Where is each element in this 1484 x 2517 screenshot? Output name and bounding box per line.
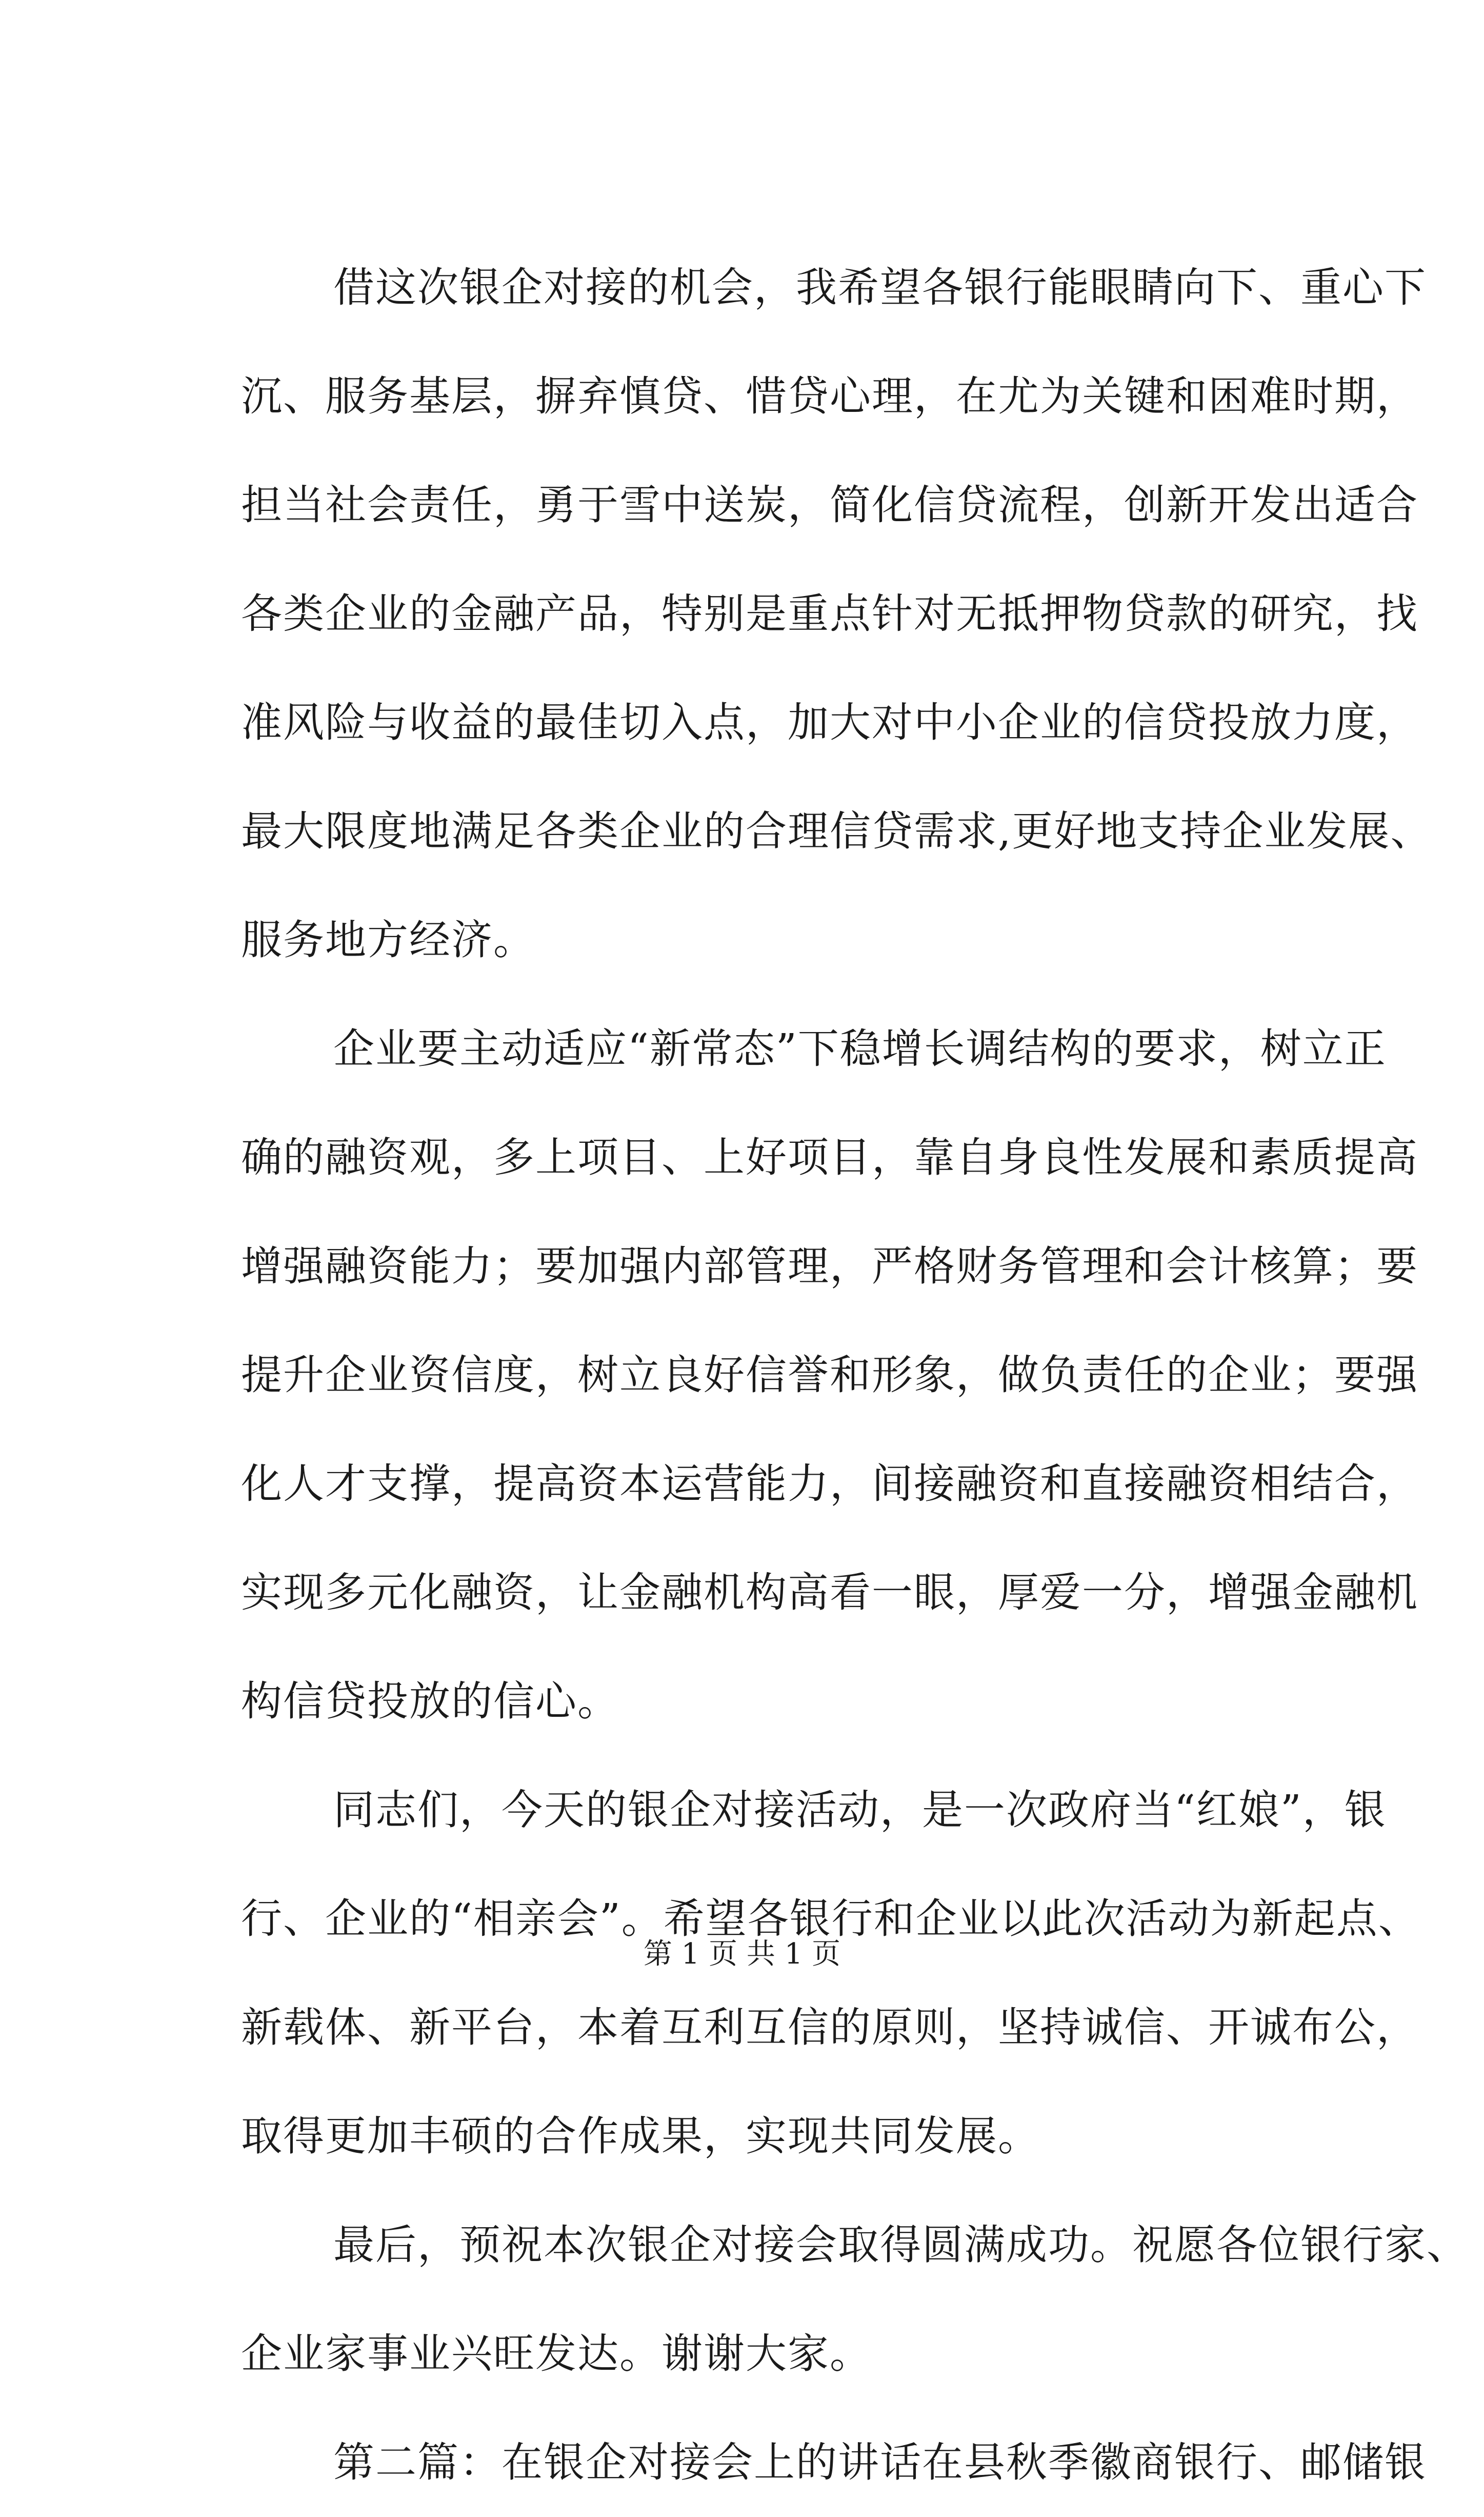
text-line: 企业要主动适应“新常态”下稳增长调结构的要求，树立正 <box>333 1025 1387 1073</box>
text-line: 借这次银企对接的机会，我希望各银行能眼睛向下、重心下 <box>333 264 1427 311</box>
text-line: 担当社会责任，勇于雪中送炭，简化信贷流程，创新开发出适合 <box>241 481 1418 529</box>
text-line: 行、企业的“相亲会”。希望各银行和企业以此次活动为新起点、 <box>241 1895 1420 1943</box>
page-footer <box>0 1934 1484 1975</box>
text-line: 构信贷投放的信心。 <box>241 1677 619 1725</box>
text-line: 取得更加丰硕的合作成果，实现共同发展。 <box>241 2112 1040 2160</box>
text-line: 企业家事业兴旺发达。谢谢大家。 <box>241 2330 872 2377</box>
text-line: 实现多元化融资，让金融机构高看一眼，厚爱一分，增强金融机 <box>241 1569 1418 1616</box>
section-heading: 第二篇：在银企对接会上的讲话在县秋季徽商银行、邮储银 <box>333 2439 1427 2486</box>
page-number-label: 第 1 页 共 1 页 <box>643 1937 841 1971</box>
text-line: 沉、服务基层，摒弃慎贷、惜贷心理，在尤为关键和困难时期， <box>241 372 1418 420</box>
text-line: 新载体、新平台，本着互利互信的原则，坚持诚信、开诚布公， <box>241 2004 1418 2051</box>
text-line: 确的融资观，多上项目、上好项目，靠自身良性发展和素质提高 <box>241 1134 1418 1181</box>
text-line: 增强融资能力；要加强内部管理，严格财务管理和会计核算；要 <box>241 1242 1418 1290</box>
text-line: 提升企业资信度，树立良好信誉和形象，做负责任的企业；要强 <box>241 1351 1418 1399</box>
text-line: 最大限度地满足各类企业的合理信贷需求,更好地支持企业发展、 <box>241 807 1433 855</box>
text-line: 化人才支撑，提高资本运营能力，间接融资和直接融资相结合， <box>241 1460 1418 1508</box>
text-line: 服务地方经济。 <box>241 916 535 964</box>
body-text <box>241 233 1469 2517</box>
text-line: 最后，预祝本次银企对接会取得圆满成功。祝愿各位银行家、 <box>333 2221 1469 2269</box>
text-line: 各类企业的金融产品，特别是重点针对无抵押物贷款的研究，找 <box>241 590 1418 638</box>
text-line: 准风险与收益的最佳切入点，加大对中小企业的信贷投放力度， <box>241 699 1418 746</box>
text-line: 同志们，今天的银企对接活动，是一次政府当“红娘”，银 <box>333 1786 1387 1834</box>
